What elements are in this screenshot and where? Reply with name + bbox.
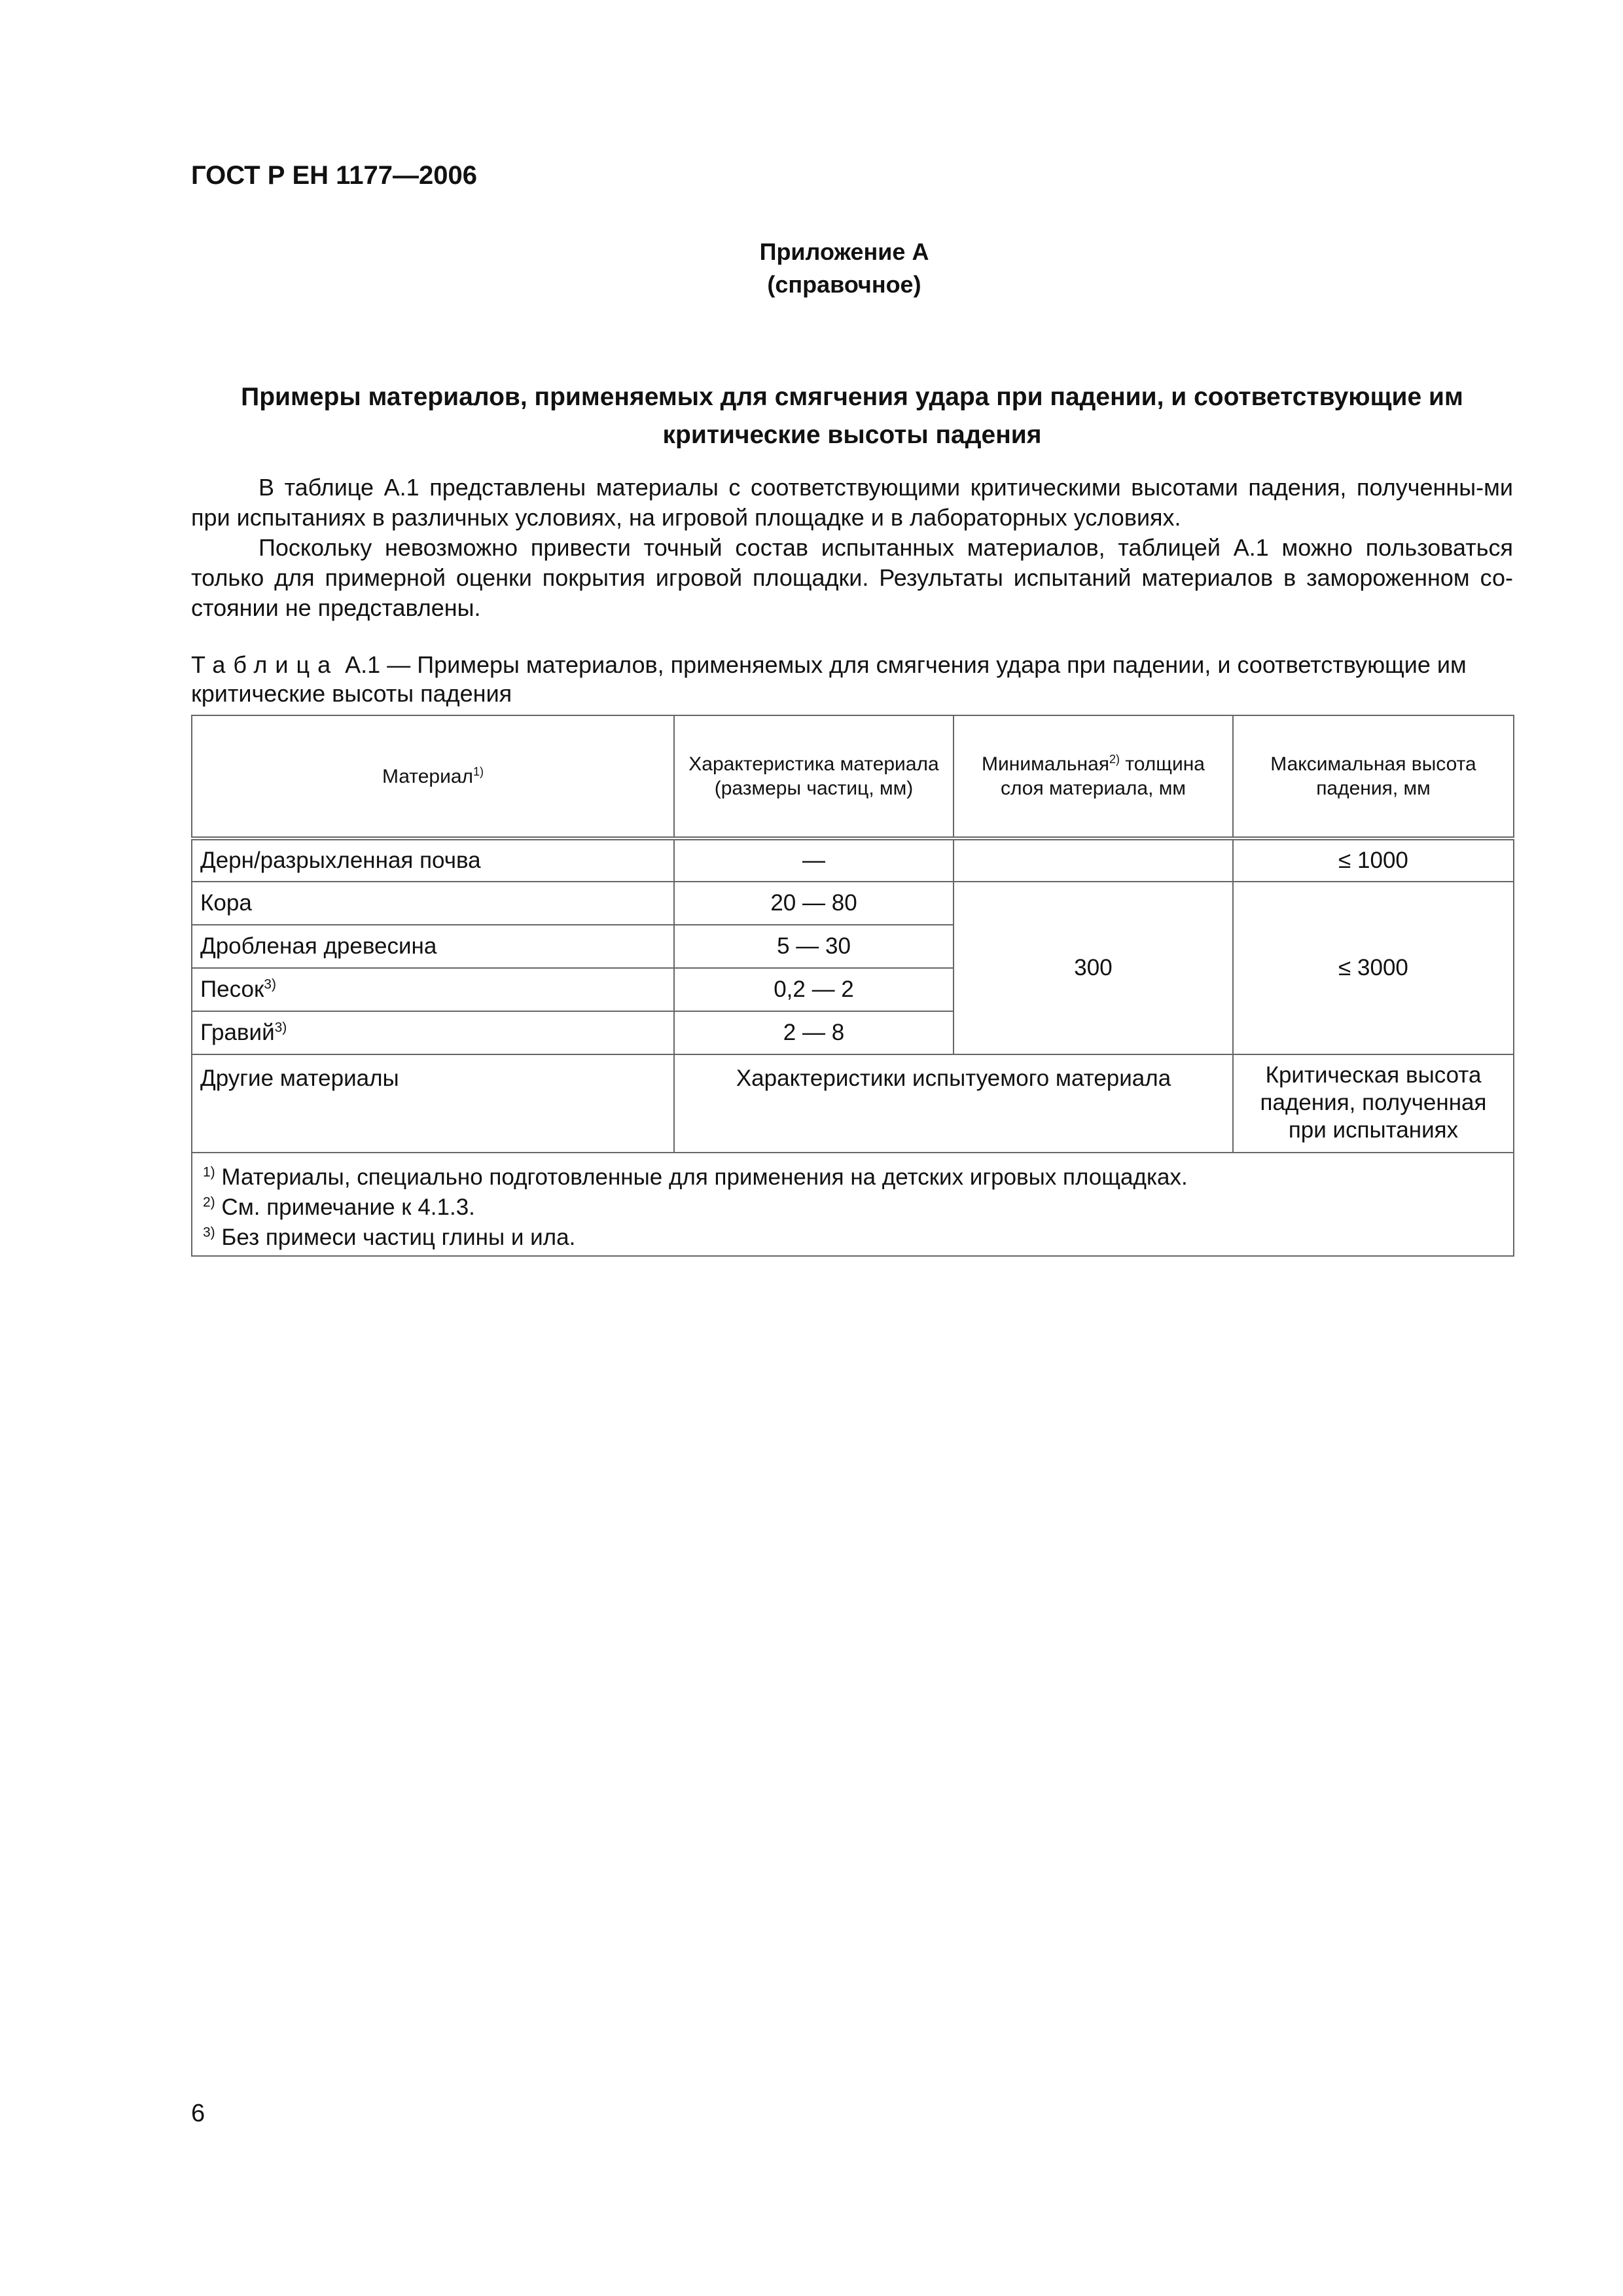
header-max-height: Максимальная высота падения, мм <box>1233 715 1514 838</box>
table-caption <box>191 651 1513 708</box>
cell-material: Дробленая древесина <box>192 925 674 968</box>
cell-characteristic: 0,2 — 2 <box>674 968 954 1011</box>
cell-characteristic: — <box>674 838 954 882</box>
table-header-row <box>192 715 1514 838</box>
section-heading: Примеры материалов, применяемых для смягчения удара при падении, и соответствующие им критические высоты падения <box>241 383 1463 449</box>
table-caption-label: Таблица <box>191 651 339 678</box>
paragraph-1-text: В таблице А.1 представлены материалы с соответствующими критическими высотами падения, полученны-ми при испытаниях в различных условиях, на игровой площадке и в лабораторных условиях. <box>191 474 1513 531</box>
cell-material: Песок$^{3)}$ <box>192 968 674 1011</box>
header-min-thickness: Минимальная$^{2)}$ толщина слоя материала, мм <box>954 715 1233 838</box>
cell-height: Критическая высота падения, полученная при испытаниях <box>1233 1054 1514 1153</box>
table-note: $^{3)}$ Без примеси частиц глины и ила. <box>203 1225 576 1250</box>
materials-table <box>191 715 1514 1257</box>
appendix-header <box>0 236 1623 301</box>
header-material: Материал$^{1)}$ <box>192 715 674 838</box>
table-caption-text: А.1 — Примеры материалов, применяемых для смягчения удара при падении, и соответствующие им критические высоты падения <box>191 651 1467 707</box>
page-number: 6 <box>191 2100 205 2127</box>
table-note: $^{1)}$ Материалы, специально подготовленные для применения на детских игровых площадках. <box>203 1164 1188 1190</box>
cell-characteristic: Характеристики испытуемого материала <box>674 1054 1233 1153</box>
cell-characteristic: 20 — 80 <box>674 882 954 925</box>
cell-group-height: ≤ 3000 <box>1233 882 1514 1054</box>
cell-group-thickness: 300 <box>954 882 1233 1054</box>
table-row <box>192 882 1514 925</box>
cell-characteristic: 5 — 30 <box>674 925 954 968</box>
cell-characteristic: 2 — 8 <box>674 1011 954 1054</box>
cell-material: Дерн/разрыхленная почва <box>192 838 674 882</box>
table-row <box>192 838 1514 882</box>
header-characteristic: Характеристика материала (размеры частиц, мм) <box>674 715 954 838</box>
paragraph-1 <box>191 473 1513 533</box>
table-note: $^{2)}$ См. примечание к 4.1.3. <box>203 1194 475 1220</box>
paragraph-2-text: Поскольку невозможно привести точный состав испытанных материалов, таблицей А.1 можно пользоваться только для примерной оценки покрытия игровой площадки. Результаты испытаний материалов в замороженном со-стоянии не представлены. <box>191 534 1513 621</box>
paragraph-2 <box>191 533 1513 623</box>
document-code: ГОСТ Р ЕН 1177—2006 <box>191 161 477 190</box>
table-notes <box>192 1153 1514 1256</box>
table-row <box>192 1054 1514 1153</box>
table-notes-row <box>192 1153 1514 1256</box>
cell-material: Другие материалы <box>192 1054 674 1153</box>
cell-thickness <box>954 838 1233 882</box>
cell-material: Гравий$^{3)}$ <box>192 1011 674 1054</box>
cell-height: ≤ 1000 <box>1233 838 1514 882</box>
appendix-title: Приложение А <box>759 238 929 265</box>
appendix-kind: (справочное) <box>767 271 921 298</box>
cell-material: Кора <box>192 882 674 925</box>
